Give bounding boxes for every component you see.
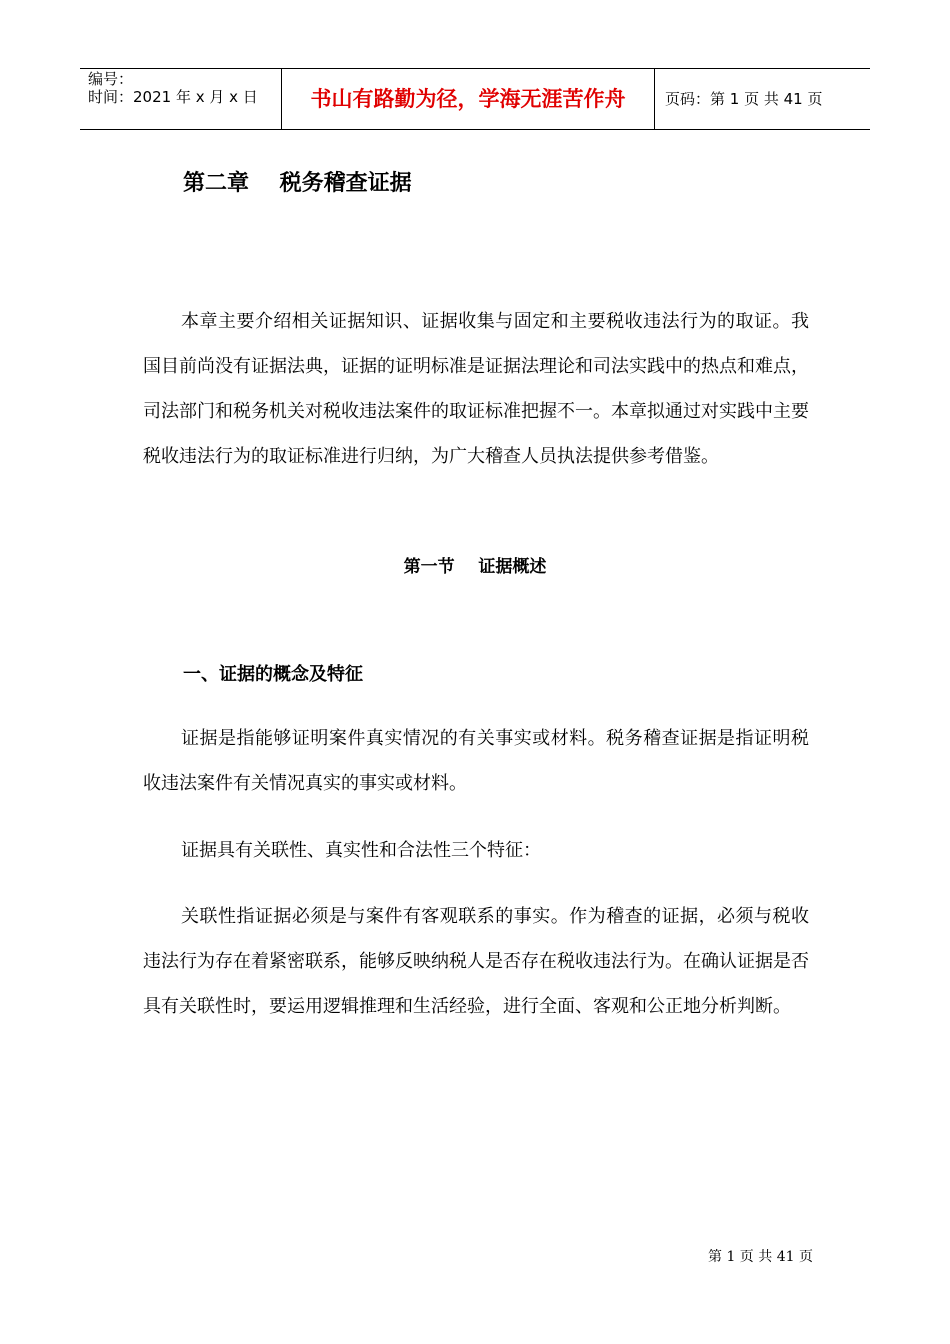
section-title: 第一节 证据概述 bbox=[403, 557, 547, 577]
header-number-label: 编号： bbox=[88, 70, 134, 88]
header-motto: 书山有路勤为径，学海无涯苦作舟 bbox=[310, 87, 626, 111]
header-time-label: 时间：2021 年 x 月 x 日 bbox=[88, 88, 258, 106]
body-paragraph: 证据具有关联性、真实性和合法性三个特征： bbox=[181, 840, 541, 861]
body-paragraph: 证据是指能够证明案件真实情况的有关事实或材料。税务稽查证据是指证明税收违法案件有关情况真实的事实或材料。 bbox=[143, 728, 809, 794]
intro-paragraph: 本章主要介绍相关证据知识、证据收集与固定和主要税收违法行为的取证。我国目前尚没有证据法典，证据的证明标准是证据法理论和司法实践中的热点和难点，司法部门和税务机关对税收违法案件的取证标准把握不一。本章拟通过对实践中主要税收违法行为的取证标准进行归纳，为广大稽查人员执法提供参考借鉴。 bbox=[143, 311, 809, 467]
header-page-info: 页码：第 1 页 共 41 页 bbox=[665, 90, 823, 108]
subheading: 一、证据的概念及特征 bbox=[183, 664, 363, 685]
body-paragraph: 关联性指证据必须是与案件有客观联系的事实。作为稽查的证据，必须与税收违法行为存在着紧密联系，能够反映纳税人是否存在税收违法行为。在确认证据是否具有关联性时，要运用逻辑推理和生活经验，进行全面、客观和公正地分析判断。 bbox=[143, 906, 809, 1017]
document-header bbox=[80, 68, 870, 130]
header-meta bbox=[88, 70, 278, 106]
page-footer: 第 1 页 共 41 页 bbox=[708, 1249, 813, 1265]
chapter-title: 第二章 税务稽查证据 bbox=[183, 171, 412, 196]
header-divider bbox=[654, 69, 655, 129]
